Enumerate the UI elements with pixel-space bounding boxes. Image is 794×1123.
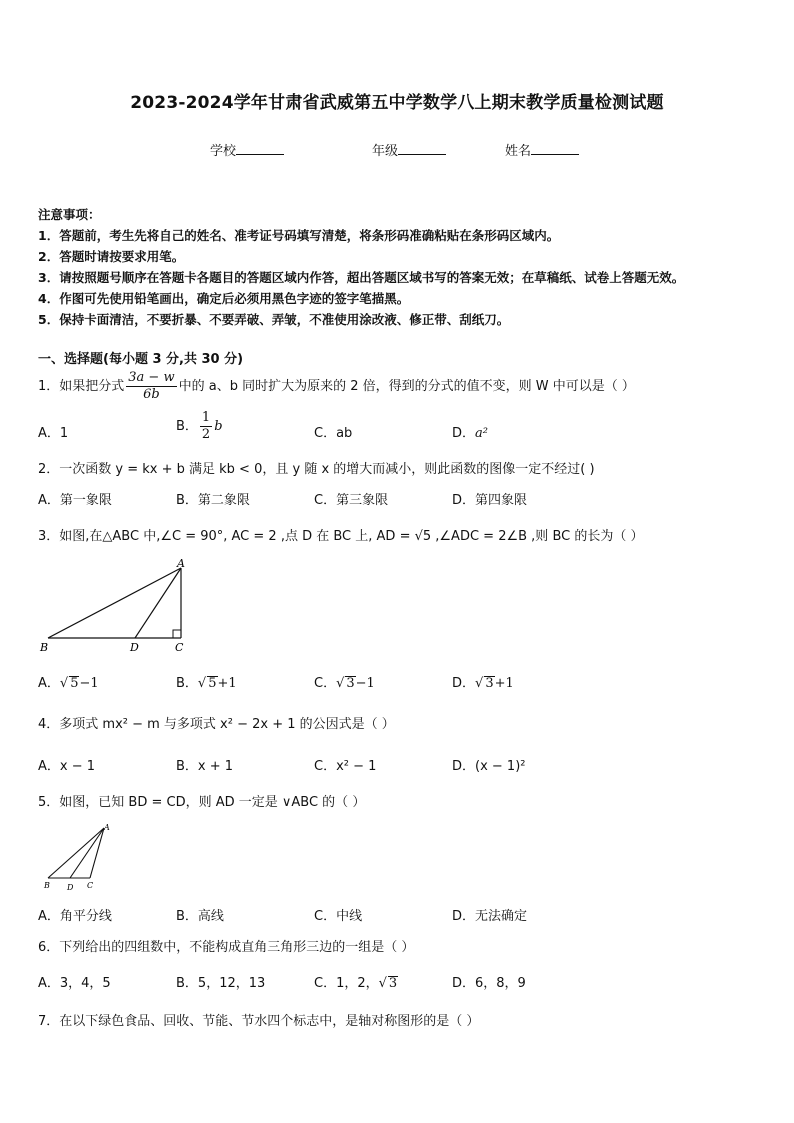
q3-triangle-figure (38, 556, 198, 656)
q5-triangle-figure (38, 820, 118, 895)
sqrt-symbol: √ (197, 676, 207, 691)
school-label: 学校 (210, 144, 237, 159)
q3-label-a: A (177, 557, 185, 570)
q1-option-d-value: a² (475, 426, 488, 441)
notice-item: 3．请按照题号顺序在答题卡各题目的答题区域内作答，超出答题区域书写的答案无效；在草稿纸、试卷上答题无效。 (38, 270, 685, 285)
q2-option-c[interactable]: C．第三象限 (314, 493, 389, 508)
q1-option-b[interactable] (176, 410, 223, 443)
q6-option-b[interactable]: B．5，12，13 (176, 976, 266, 991)
q1-option-b-label: B． (176, 419, 198, 434)
sqrt-symbol: √ (378, 976, 387, 991)
grade-blank[interactable] (398, 142, 446, 155)
q2-option-a[interactable]: A．第一象限 (38, 493, 112, 508)
q3-right-angle-mark (173, 630, 181, 638)
q4-option-b[interactable]: B．x + 1 (176, 759, 234, 774)
q5-option-d[interactable]: D．无法确定 (452, 909, 528, 924)
name-blank[interactable] (531, 142, 579, 155)
q5-label-a: A (104, 823, 110, 832)
question-7: 7．在以下绿色食品、回收、节能、节水四个标志中，是轴对称图形的是（ ） (38, 1014, 480, 1029)
q3-option-c-radicand: 3 (346, 676, 355, 691)
q1-option-b-fraction (200, 410, 212, 443)
q3-option-a[interactable] (38, 672, 99, 691)
q1-option-d[interactable] (452, 422, 488, 441)
q1-fraction-numerator: 3a − w (128, 370, 175, 385)
q3-option-b[interactable] (176, 672, 237, 691)
q1-stem-post: 中的 a、b 同时扩大为原来的 2 倍，得到的分式的值不变，则 W 中可以是（ ） (178, 379, 635, 394)
q3-side-ba (48, 568, 181, 638)
notice-item: 2．答题时请按要求用笔。 (38, 249, 185, 264)
question-3: 3．如图,在△ABC 中,∠C = 90°, AC = 2 ,点 D 在 BC 上, AD = √5 ,∠ADC = 2∠B ,则 BC 的长为（ ） (38, 529, 644, 544)
q1-option-b-denominator: 2 (201, 427, 211, 442)
q1-option-a[interactable]: A．1 (38, 426, 69, 441)
q5-label-d: D (67, 883, 74, 892)
q1-option-c[interactable]: C．ab (314, 426, 353, 441)
q1-option-b-var: b (214, 419, 223, 434)
notice-heading: 注意事项： (38, 207, 101, 222)
q5-option-b[interactable]: B．高线 (176, 909, 224, 924)
q3-option-d-radicand: 3 (485, 676, 494, 691)
q5-segment-ad (70, 828, 104, 878)
q1-option-b-numerator: 1 (201, 410, 211, 425)
notice-item: 4．作图可先使用铅笔画出，确定后必须用黑色字迹的签字笔描黑。 (38, 291, 410, 306)
name-label: 姓名 (505, 144, 532, 159)
sqrt-symbol: √ (475, 676, 484, 691)
q4-option-a[interactable]: A．x − 1 (38, 759, 96, 774)
q3-segment-ad (135, 568, 181, 638)
q5-option-c[interactable]: C．中线 (314, 909, 363, 924)
q3-option-a-tail: −1 (79, 676, 99, 691)
q6-option-c-label: C．1，2， (314, 976, 379, 991)
q1-fraction-denominator: 6b (143, 387, 160, 402)
grade-field[interactable] (372, 140, 446, 159)
q4-option-c[interactable]: C．x² − 1 (314, 759, 377, 774)
q3-option-b-tail: +1 (217, 676, 237, 691)
q3-option-a-label: A． (38, 676, 60, 691)
q3-label-c: C (175, 641, 184, 654)
name-field[interactable] (505, 140, 579, 159)
question-6: 6．下列给出的四组数中，不能构成直角三角形三边的一组是（ ） (38, 940, 415, 955)
notice-item: 5．保持卡面清洁，不要折暴、不要弄破、弄皱，不准使用涂改液、修正带、刮纸刀。 (38, 312, 510, 327)
q3-option-c-tail: −1 (355, 676, 375, 691)
q3-label-b: B (40, 641, 49, 654)
q6-option-c-radicand: 3 (388, 976, 398, 991)
q3-option-c-label: C． (314, 676, 337, 691)
q3-option-c[interactable] (314, 672, 375, 691)
q6-option-a[interactable]: A．3，4，5 (38, 976, 111, 991)
notice-block (38, 204, 684, 330)
q3-label-d: D (130, 641, 139, 654)
q5-side-ba (48, 828, 104, 878)
question-5: 5．如图，已知 BD = CD，则 AD 一定是 ∨ABC 的（ ） (38, 795, 366, 810)
exam-title: 2023-2024学年甘肃省武威第五中学数学八上期末教学质量检测试题 (130, 93, 664, 113)
q6-option-d[interactable]: D．6，8，9 (452, 976, 526, 991)
q4-option-d[interactable]: D．(x − 1)² (452, 759, 526, 774)
q3-option-b-label: B． (176, 676, 198, 691)
q3-option-b-radicand: 5 (208, 676, 217, 691)
q5-label-b: B (44, 881, 50, 890)
school-blank[interactable] (236, 142, 284, 155)
q1-fraction (126, 370, 176, 403)
q3-option-d[interactable] (452, 672, 514, 691)
question-1 (38, 370, 635, 403)
q3-option-a-radicand: 5 (70, 676, 79, 691)
q1-stem-pre: 1．如果把分式 (38, 379, 125, 394)
question-2: 2．一次函数 y = kx + b 满足 kb < 0，且 y 随 x 的增大而减小，则此函数的图像一定不经过( ) (38, 462, 595, 477)
q2-option-d[interactable]: D．第四象限 (452, 493, 528, 508)
sqrt-symbol: √ (336, 676, 345, 691)
q3-option-d-label: D． (452, 676, 476, 691)
question-4: 4．多项式 mx² − m 与多项式 x² − 2x + 1 的公因式是（ ） (38, 717, 395, 732)
sqrt-symbol: √ (59, 676, 69, 691)
notice-item: 1．答题前，考生先将自己的姓名、准考证号码填写清楚，将条形码准确粘贴在条形码区域内。 (38, 228, 560, 243)
q5-side-ca (90, 828, 104, 878)
q5-label-c: C (87, 881, 94, 890)
q3-option-d-tail: +1 (494, 676, 514, 691)
q5-option-a[interactable]: A．角平分线 (38, 909, 112, 924)
grade-label: 年级 (372, 144, 399, 159)
q2-option-b[interactable]: B．第二象限 (176, 493, 250, 508)
section-heading: 一、选择题(每小题 3 分,共 30 分) (38, 352, 244, 367)
q6-option-c[interactable] (314, 972, 398, 991)
q1-option-d-label: D． (452, 426, 476, 441)
school-field[interactable] (210, 140, 284, 159)
